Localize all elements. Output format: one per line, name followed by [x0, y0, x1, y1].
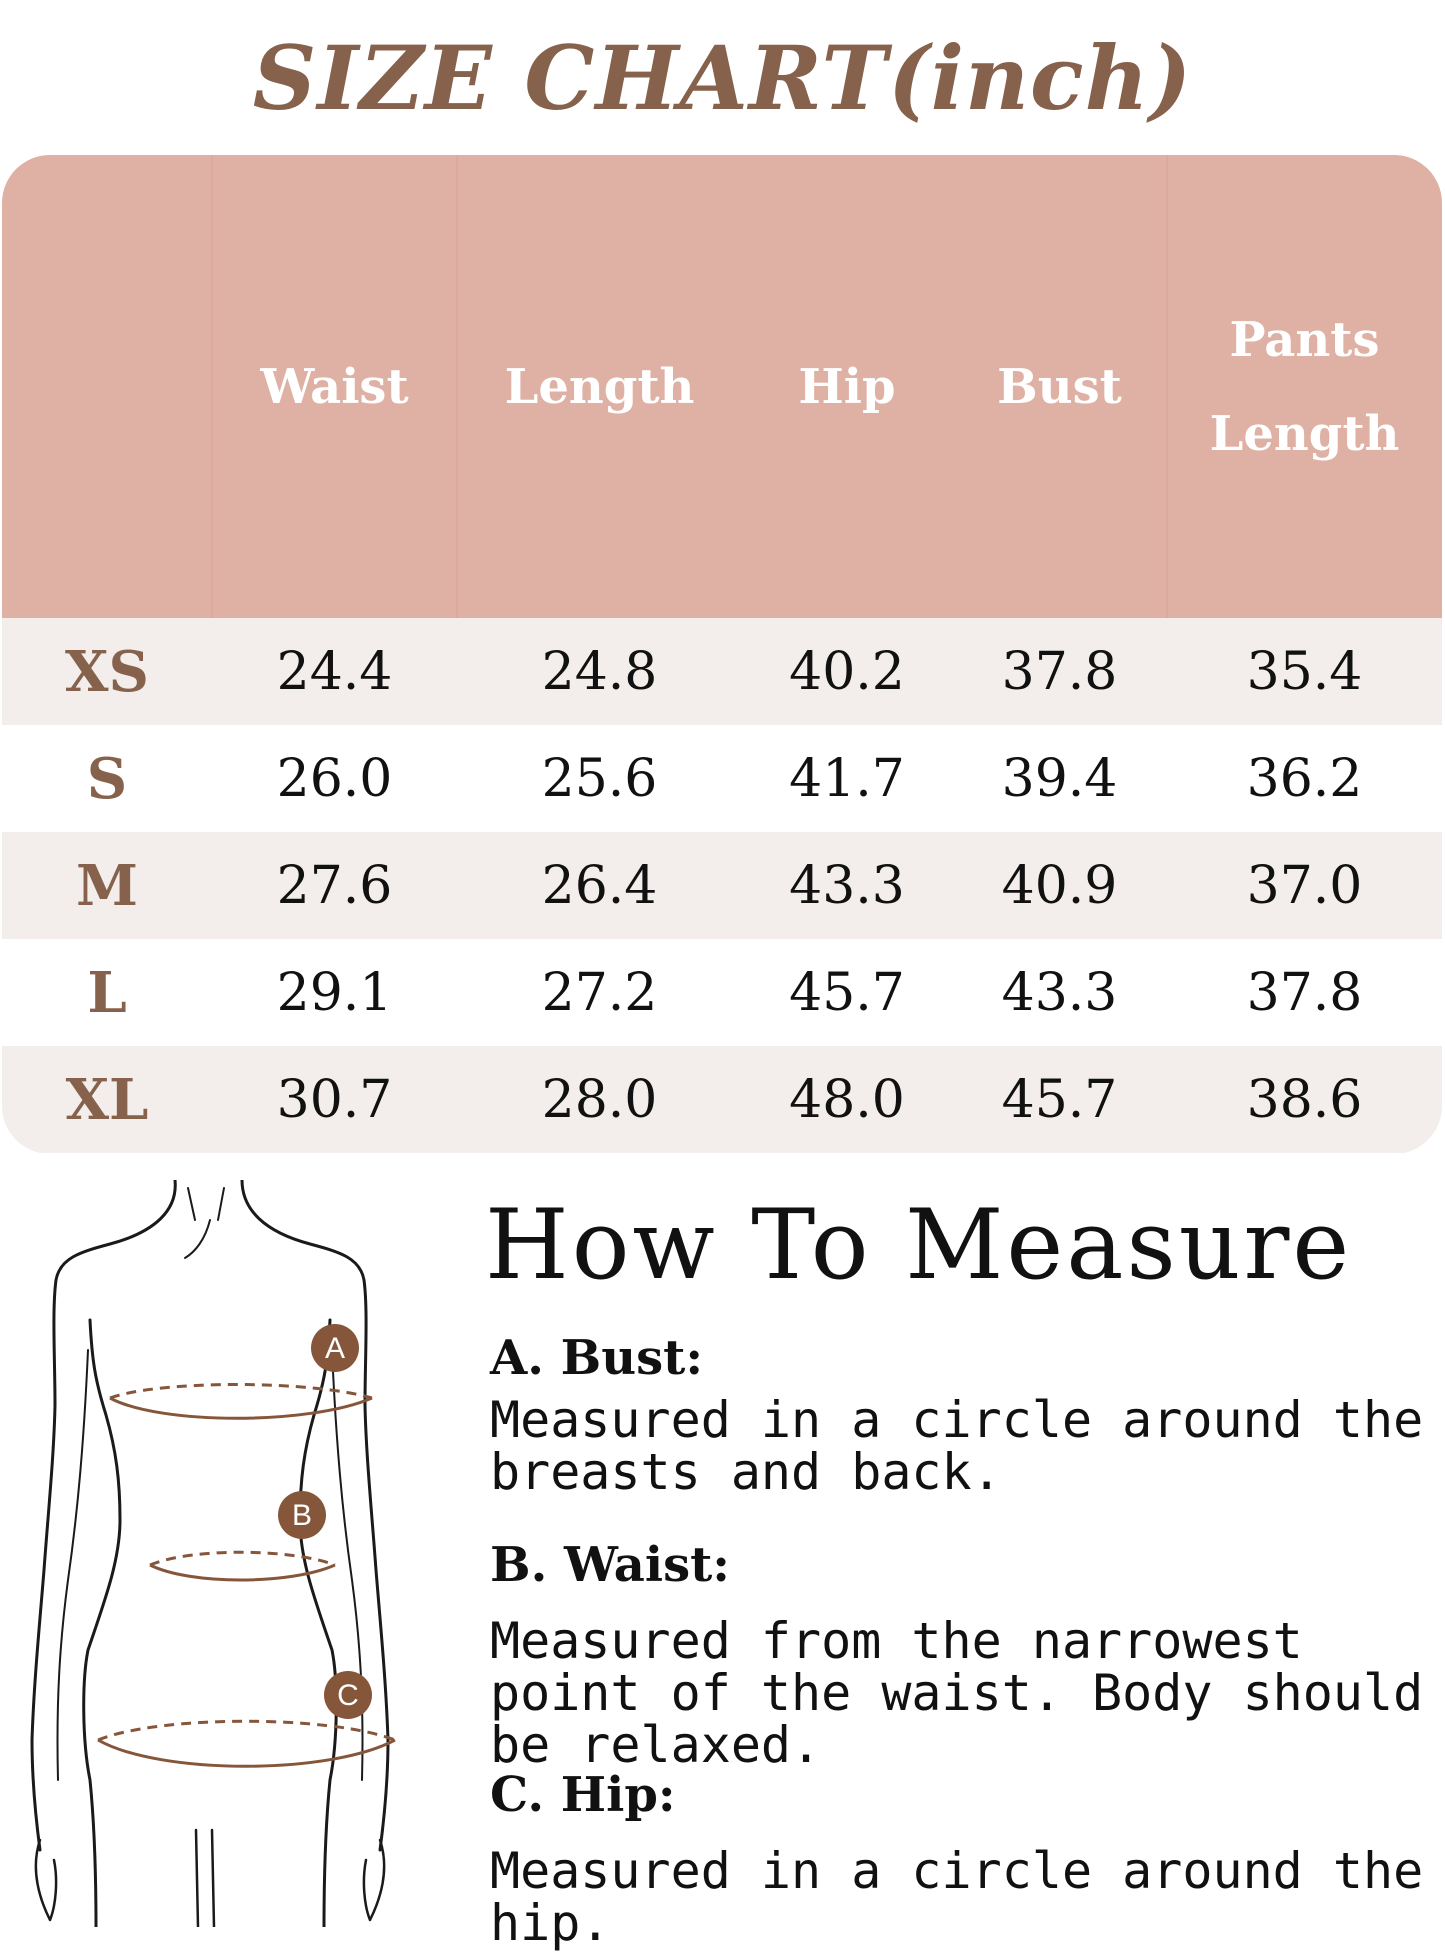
bust-measure-ring — [110, 1324, 372, 1418]
pants-length-value: 37.0 — [1246, 855, 1363, 916]
hip-label: C. Hip: — [490, 1767, 676, 1823]
header-size — [2, 155, 212, 618]
left-torso-outline — [84, 1320, 120, 1927]
column-divider — [456, 155, 458, 618]
column-divider — [1166, 155, 1168, 618]
hip-value: 41.7 — [789, 748, 905, 809]
marker-a: A — [324, 1332, 346, 1365]
marker-c: C — [337, 1679, 359, 1712]
table-row — [2, 618, 1442, 725]
length-value: 28.0 — [541, 1069, 658, 1130]
size-label: XS — [65, 638, 149, 705]
size-label: L — [87, 959, 127, 1026]
pants-length-value: 36.2 — [1246, 748, 1363, 809]
pants-length-value: 38.6 — [1246, 1069, 1363, 1130]
header-pants-length: Pants Length — [1209, 311, 1400, 462]
hip-value: 45.7 — [789, 962, 905, 1023]
length-value: 24.8 — [541, 641, 658, 702]
bust-value: 40.9 — [1001, 855, 1118, 916]
waist-value: 27.6 — [276, 855, 393, 916]
header-hip: Hip — [798, 358, 896, 415]
body-measurement-figure — [10, 1180, 480, 1927]
waist-value: 29.1 — [276, 962, 393, 1023]
size-label: M — [76, 852, 138, 919]
bust-label: A. Bust: — [490, 1330, 704, 1386]
table-row — [2, 1046, 1442, 1153]
length-value: 26.4 — [541, 855, 658, 916]
table-row — [2, 832, 1442, 939]
size-label: XL — [65, 1066, 149, 1133]
size-chart-table — [2, 155, 1442, 1154]
hip-measure-ring — [98, 1671, 395, 1766]
how-to-measure-title: How To Measure — [485, 1189, 1353, 1301]
bust-value: 39.4 — [1001, 748, 1118, 809]
column-divider — [211, 155, 213, 618]
header-bust: Bust — [997, 358, 1122, 415]
length-value: 25.6 — [541, 748, 658, 809]
pants-length-value: 35.4 — [1246, 641, 1363, 702]
left-arm-outline — [32, 1180, 175, 1850]
page-title: SIZE CHART(inch) — [252, 26, 1193, 130]
header-length: Length — [504, 358, 695, 415]
marker-b: B — [291, 1499, 313, 1532]
waist-description: Measured from the narrowest point of the waist. Body should be relaxed. — [490, 1612, 1424, 1774]
table-header-row — [2, 155, 1442, 618]
table-row — [2, 725, 1442, 832]
waist-label: B. Waist: — [490, 1537, 730, 1593]
length-value: 27.2 — [541, 962, 658, 1023]
bust-value: 37.8 — [1001, 641, 1118, 702]
bust-description: Measured in a circle around the breasts and back. — [490, 1391, 1424, 1501]
waist-value: 24.4 — [276, 641, 393, 702]
hip-description: Measured in a circle around the hip. — [490, 1842, 1424, 1952]
pants-length-value: 37.8 — [1246, 962, 1363, 1023]
hip-value: 43.3 — [789, 855, 905, 916]
bust-value: 43.3 — [1001, 962, 1118, 1023]
hip-value: 40.2 — [789, 641, 905, 702]
table-row — [2, 939, 1442, 1046]
size-label: S — [86, 745, 128, 812]
bust-value: 45.7 — [1001, 1069, 1118, 1130]
waist-value: 26.0 — [276, 748, 393, 809]
header-waist: Waist — [260, 358, 409, 415]
hip-value: 48.0 — [789, 1069, 905, 1130]
waist-value: 30.7 — [276, 1069, 393, 1130]
